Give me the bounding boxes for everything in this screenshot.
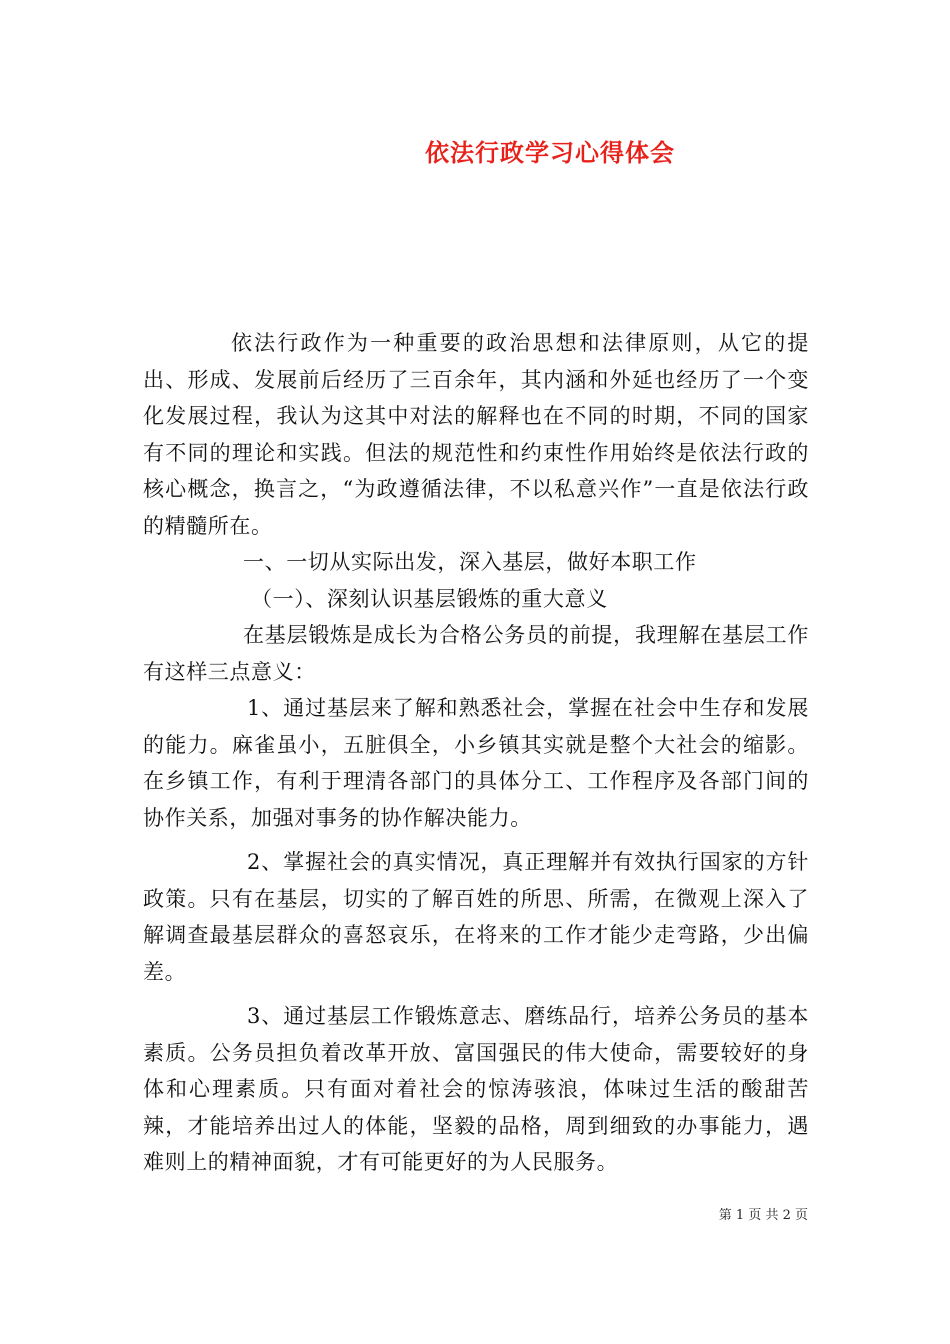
subsection-heading: （一）、深刻认识基层锻炼的重大意义 [251,586,608,611]
document-title: 依法行政学习心得体会 [425,138,675,167]
point-3-paragraph: 3、通过基层工作锻炼意志、磨练品行，培养公务员的基本素质。公务员担负着改革开放、富国强民的伟大使命，需要较好的身体和心理素质。只有面对着社会的惊涛骇浪，体味过生活的酸甜苦辣，才能培养出过人的体能，坚毅的品格，周到细致的办事能力，遇难则上的精神面貌，才有可能更好的为人民服务。 [143,1004,809,1174]
document-body [143,325,809,1181]
section-heading: 一、一切从实际出发，深入基层，做好本职工作 [243,550,697,574]
point-2-paragraph: 2、掌握社会的真实情况，真正理解并有效执行国家的方针政策。只有在基层，切实的了解百姓的所思、所需，在微观上深入了解调查最基层群众的喜怒哀乐，在将来的工作才能少走弯路，少出偏差。 [143,850,809,984]
intro-paragraph: 依法行政作为一种重要的政治思想和法律原则，从它的提出、形成、发展前后经历了三百余年，其内涵和外延也经历了一个变化发展过程，我认为这其中对法的解释也在不同的时期，不同的国家有不同的理论和实践。但法的规范性和约束性作用始终是依法行政的核心概念，换言之，“为政遵循法律，不以私意兴作”一直是依法行政的精髓所在。 [143,331,809,538]
point-1-paragraph: 1、通过基层来了解和熟悉社会，掌握在社会中生存和发展的能力。麻雀虽小，五脏俱全，小乡镇其实就是整个大社会的缩影。在乡镇工作，有利于理清各部门的具体分工、工作程序及各部门间的协作关系，加强对事务的协作解决能力。 [143,696,809,830]
paragraph-meaning: 在基层锻炼是成长为合格公务员的前提，我理解在基层工作有这样三点意义： [143,623,809,684]
page-footer: 第 1 页 共 2 页 [718,1208,808,1223]
